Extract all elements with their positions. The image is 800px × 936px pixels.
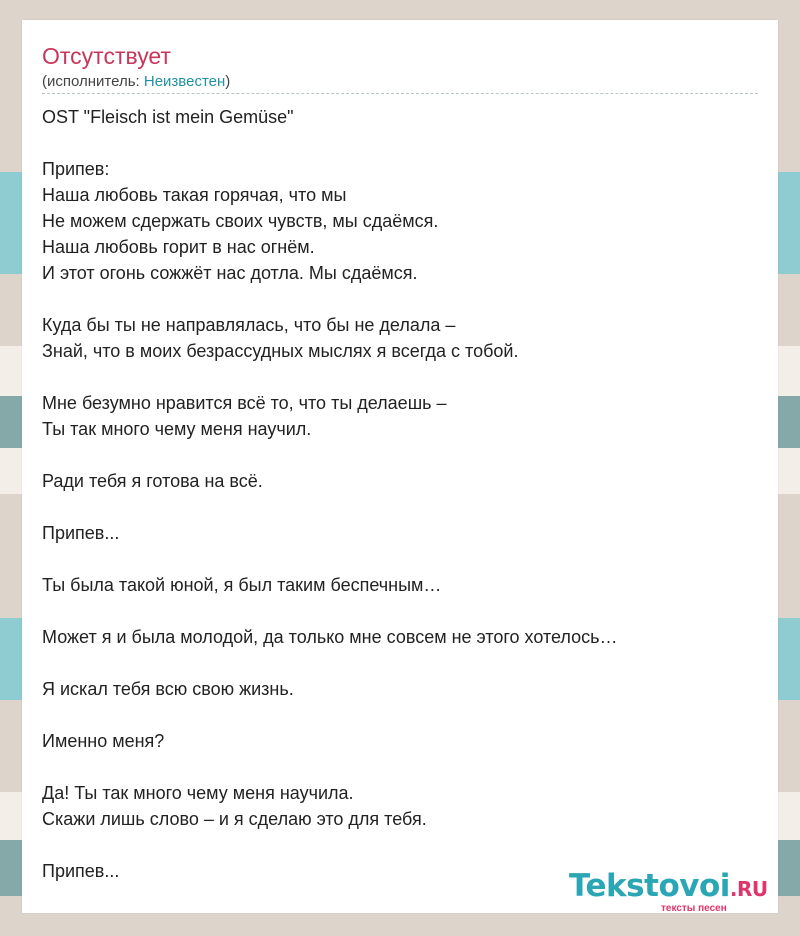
logo-main-text: Tekstovoi	[569, 868, 730, 904]
song-title: Отсутствует	[42, 43, 171, 69]
logo-tagline: тексты песен	[661, 903, 727, 914]
lyric-line	[42, 598, 758, 624]
lyric-line: Именно меня?	[42, 731, 165, 751]
lyric-line: Знай, что в моих безрассудных мыслях я всегда с тобой.	[42, 341, 519, 361]
lyric-line: Ты так много чему меня научил.	[42, 419, 312, 439]
lyric-line	[42, 286, 758, 312]
lyric-line	[42, 650, 758, 676]
lyric-line	[42, 702, 758, 728]
lyric-line: Я искал тебя всю свою жизнь.	[42, 679, 294, 699]
lyric-line	[42, 832, 758, 858]
logo-wordmark	[569, 868, 768, 904]
logo-suffix: .RU	[729, 877, 768, 901]
artist-suffix: )	[225, 73, 231, 90]
lyric-line: Не можем сдержать своих чувств, мы сдаёмся.	[42, 211, 439, 231]
artist-line	[42, 73, 230, 91]
lyric-line: И этот огонь сожжёт нас дотла. Мы сдаёмся.	[42, 263, 418, 283]
lyric-line	[42, 364, 758, 390]
lyric-line: Припев...	[42, 861, 120, 881]
header-divider	[42, 93, 758, 94]
lyric-line	[42, 494, 758, 520]
lyric-line: Скажи лишь слово – и я сделаю это для тебя.	[42, 809, 427, 829]
lyric-line: Мне безумно нравится всё то, что ты делаешь –	[42, 393, 447, 413]
lyric-line	[42, 130, 758, 156]
lyric-line: Припев...	[42, 523, 120, 543]
lyric-line: Ради тебя я готова на всё.	[42, 471, 263, 491]
lyrics-card	[22, 20, 778, 913]
lyric-line: Может я и была молодой, да только мне совсем не этого хотелось…	[42, 627, 618, 647]
lyric-line: Ты была такой юной, я был таким беспечным…	[42, 575, 442, 595]
lyric-line	[42, 754, 758, 780]
artist-prefix: (исполнитель:	[42, 73, 144, 90]
lyric-line	[42, 442, 758, 468]
lyric-line: OST "Fleisch ist mein Gemüse"	[42, 107, 294, 127]
lyric-line: Да! Ты так много чему меня научила.	[42, 783, 354, 803]
lyric-line	[42, 546, 758, 572]
lyric-line: Куда бы ты не направлялась, что бы не делала –	[42, 315, 456, 335]
lyric-line: Наша любовь такая горячая, что мы	[42, 185, 347, 205]
artist-link[interactable]: Неизвестен	[143, 73, 226, 90]
site-logo[interactable]	[569, 868, 779, 918]
lyrics-text	[42, 104, 758, 884]
lyric-line: Наша любовь горит в нас огнём.	[42, 237, 315, 257]
lyric-line: Припев:	[42, 159, 110, 179]
